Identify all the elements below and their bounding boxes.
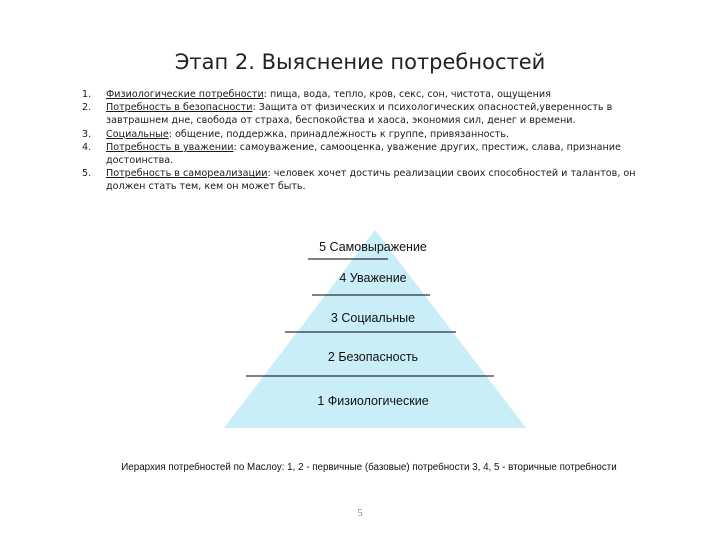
need-separator: : <box>263 89 267 100</box>
need-item-physiological <box>82 88 662 101</box>
need-number: 2. <box>82 102 92 114</box>
pyramid-level-2: 2 Безопасность <box>327 350 419 364</box>
need-separator: : <box>168 128 172 140</box>
need-description: пища, вода, тепло, кров, секс, сон, чистота, ощущения <box>266 89 551 100</box>
need-separator: : <box>252 102 256 114</box>
need-term: Потребность в безопасности <box>106 102 253 114</box>
need-description: Защита от физических и психологических опасностей,уверенность в завтрашнем дне, свобода от страха, беспокойства и хаоса, экономия сил, денег и времени. <box>106 102 613 127</box>
needs-list <box>82 88 662 194</box>
need-description: общение, поддержка, принадлежность к группе, привязанность. <box>171 128 510 140</box>
pyramid-level-3: 3 Социальные <box>330 311 416 325</box>
need-item-self-actualization <box>82 167 662 193</box>
need-number: 5. <box>82 168 92 180</box>
need-term: Физиологические потребности <box>106 89 264 100</box>
need-term: Социальные <box>106 128 169 140</box>
need-number: 3. <box>82 128 92 140</box>
need-number: 4. <box>82 141 92 153</box>
pyramid-caption: Иерархия потребностей по Маслоу: 1, 2 - первичные (базовые) потребности 3, 4, 5 - вторичные потребности <box>121 462 617 473</box>
need-separator: : <box>267 168 271 180</box>
need-term: Потребность в уважении <box>106 141 234 153</box>
page-number: 5 <box>357 507 363 519</box>
pyramid-level-1: 1 Физиологические <box>317 394 429 408</box>
slide-title: Этап 2. Выяснение потребностей <box>174 50 546 74</box>
need-item-safety <box>82 101 662 127</box>
need-separator: : <box>233 141 237 153</box>
need-description: человек хочет достичь реализации своих способностей и талантов, он должен стать тем, кем он может быть. <box>106 168 636 193</box>
pyramid-level-5: 5 Самовыражение <box>319 240 427 254</box>
need-number: 1. <box>82 89 92 100</box>
need-description: самоуважение, самооценка, уважение других, престиж, слава, признание достоинства. <box>106 141 621 167</box>
need-item-esteem <box>82 141 662 167</box>
need-term: Потребность в самореализации <box>106 168 268 180</box>
pyramid-level-4: 4 Уважение <box>339 271 407 285</box>
need-item-social <box>82 128 662 141</box>
